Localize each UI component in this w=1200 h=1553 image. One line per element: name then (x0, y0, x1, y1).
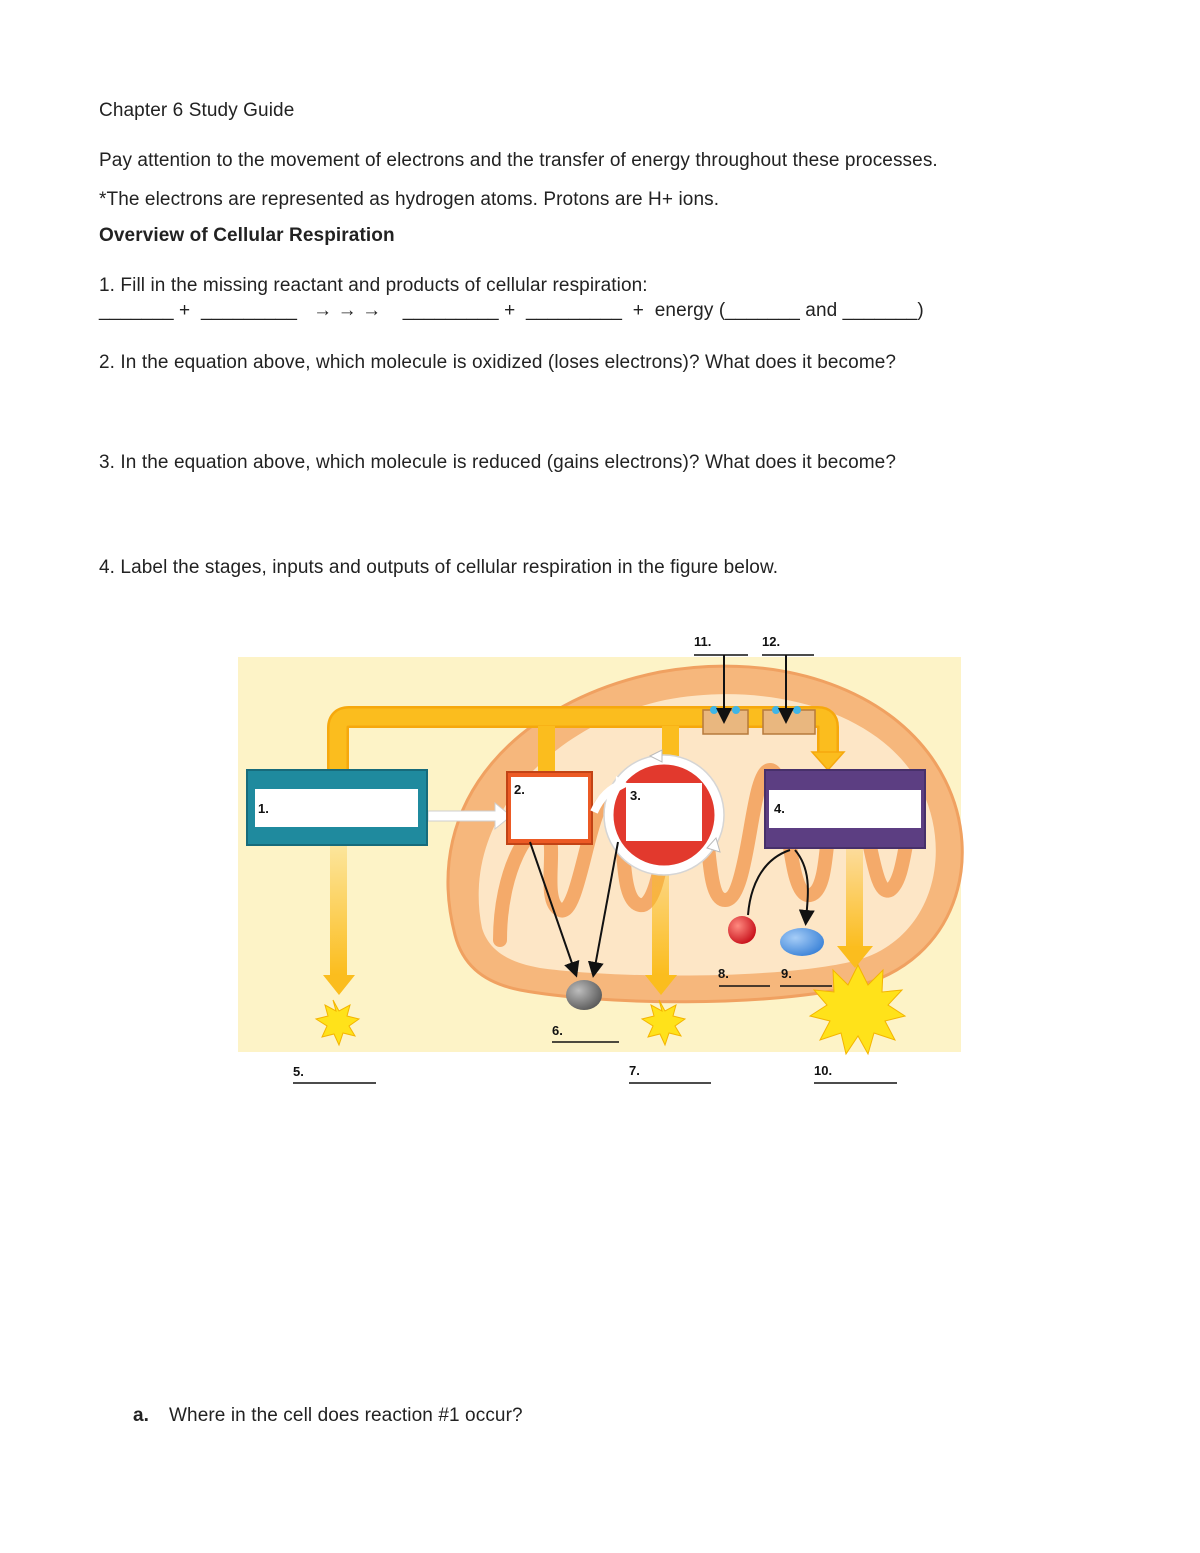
section-heading: Overview of Cellular Respiration (99, 225, 395, 246)
question-4: 4. Label the stages, inputs and outputs of cellular respiration in the figure below. (99, 557, 779, 578)
membrane-protein-right (763, 706, 815, 734)
label-12: 12. (762, 634, 781, 649)
label-3: 3. (630, 788, 641, 803)
label-11: 11. (694, 634, 712, 649)
label-9: 9. (781, 966, 792, 981)
label-10: 10. (814, 1063, 833, 1078)
question-a-letter: a. (133, 1405, 150, 1426)
question-1: 1. Fill in the missing reactant and products of cellular respiration: (99, 275, 648, 296)
membrane-protein-left (703, 706, 748, 734)
label-4: 4. (774, 801, 785, 816)
blue-molecule (780, 928, 824, 956)
gray-molecule (566, 980, 602, 1010)
stage-box-4 (765, 770, 925, 848)
label-7: 7. (629, 1063, 640, 1078)
question-2: 2. In the equation above, which molecule is oxidized (loses electrons)? What does it become? (99, 352, 897, 373)
question-1-equation: _______ + _________ → → → _________ + _________ + energy (_______ and _______) (99, 300, 924, 321)
question-3: 3. In the equation above, which molecule is reduced (gains electrons)? What does it become? (99, 452, 896, 473)
page-title: Chapter 6 Study Guide (99, 100, 295, 121)
label-1: 1. (258, 801, 269, 816)
red-molecule (728, 916, 756, 944)
intro-text-2: *The electrons are represented as hydrogen atoms. Protons are H+ ions. (99, 189, 720, 210)
label-5: 5. (293, 1064, 304, 1079)
label-8: 8. (718, 966, 729, 981)
intro-text-1: Pay attention to the movement of electrons and the transfer of energy throughout these processes. (99, 150, 938, 171)
label-6: 6. (552, 1023, 563, 1038)
stage-box-1 (247, 770, 427, 845)
question-a-text: Where in the cell does reaction #1 occur? (169, 1405, 523, 1426)
label-2: 2. (514, 782, 525, 797)
